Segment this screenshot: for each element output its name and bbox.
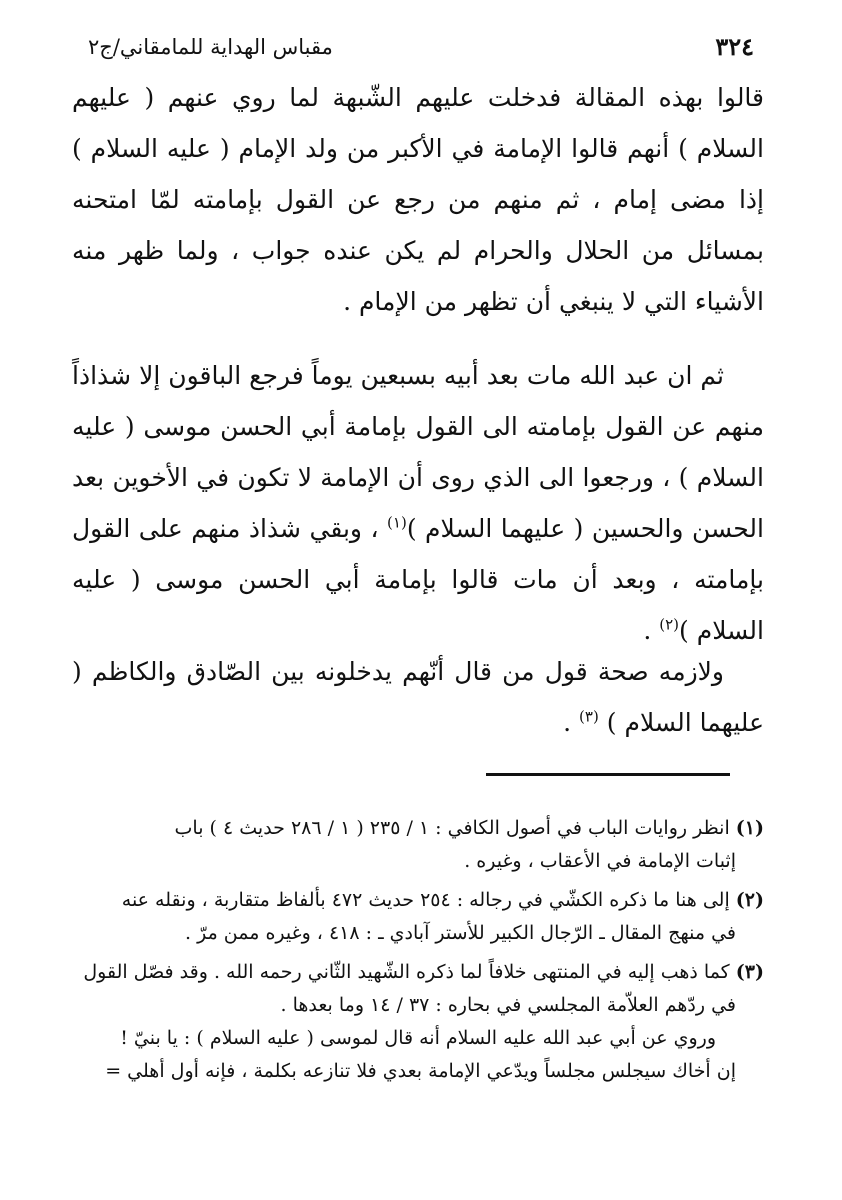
page-number: ٣٢٤ [715,32,754,61]
footnote-text-cont: إن أخاك سيجلس مجلساً ويدّعي الإمامة بعدي فلا تنازعه بكلمة ، فإنه أول أهلي = [105,1060,736,1082]
paragraph-3-end: . [563,708,580,737]
footnote-text: انظر روايات الباب في أصول الكافي : ١ / ٢٣٥ ( ١ / ٢٨٦ حديث ٤ ) باب [174,817,730,839]
footnote-number: (٢) [735,889,764,911]
footnote-text-cont: وروي عن أبي عبد الله عليه السلام أنه قال لموسى ( عليه السلام ) : يا بنيّ ! [120,1027,716,1049]
footnote-ref-1: (١) [387,513,407,532]
paragraph-1: قالوا بهذه المقالة فدخلت عليهم الشّبهة لما روي عنهم ( عليهم السلام ) أنهم قالوا الإمامة في الأكبر من ولد الإمام ( عليه السلام ) إذا مضى إمام ، ثم منهم من رجع عن القول بإمامته لمّا امتحنه بمسائل من الحلال والحرام لم يكن عنده جواب ، ولما ظهر منه الأشياء التي لا ينبغي أن تظهر من الإمام . [72,83,764,316]
paragraph-3-text: ولازمه صحة قول من قال أنّهم يدخلونه بين الصّادق والكاظم ( عليهما السلام ) [72,657,764,737]
footnotes [74,812,764,1094]
footnote-3 [74,956,764,1088]
footnote-text-cont: في منهج المقال ـ الرّجال الكبير للأستر آبادي ـ : ٤١٨ ، وغيره ممن مرّ . [185,922,736,944]
book-title: مقباس الهداية للمامقاني/ج٢ [88,35,333,59]
footnote-ref-3: (٣) [579,707,599,726]
paragraph-3 [72,646,764,748]
footnote-1 [74,812,764,878]
running-header [88,30,754,64]
footnote-2 [74,884,764,950]
footnote-ref-2: (٢) [659,615,680,634]
footnote-number: (١) [735,817,764,839]
footnote-text: إلى هنا ما ذكره الكشّي في رجاله : ٢٥٤ حديث ٤٧٢ بألفاظ متقاربة ، ونقله عنه [121,889,730,911]
paragraph-2 [72,350,764,656]
footnote-text: كما ذهب إليه في المنتهى خلافاً لما ذكره الشّهيد الثّاني رحمه الله . وقد فصّل القول [83,961,730,983]
footnote-text-cont: في ردّهم العلاّمة المجلسي في بحاره : ٣٧ / ١٤ وما بعدها . [280,994,736,1016]
footnote-divider [486,773,730,776]
paragraph-2-text-b: ، وبقي شذاذ منهم على القول بإمامته ، وبعد أن مات قالوا بإمامة أبي الحسن موسى ( عليه السلام ) [72,514,764,645]
footnote-number: (٣) [735,961,764,983]
paragraph-2-end: . [643,616,660,645]
paragraph-2-text-a: ثم ان عبد الله مات بعد أبيه بسبعين يوماً فرجع الباقون إلا شذاذاً منهم عن القول بإمامته الى القول بإمامة أبي الحسن موسى ( عليه السلام ) ، ورجعوا الى الذي روى أن الإمامة لا تكون في الأخوين بعد الحسن والحسين ( عليهما السلام ) [72,361,764,543]
footnote-text-cont: إثبات الإمامة في الأعقاب ، وغيره . [464,850,736,872]
